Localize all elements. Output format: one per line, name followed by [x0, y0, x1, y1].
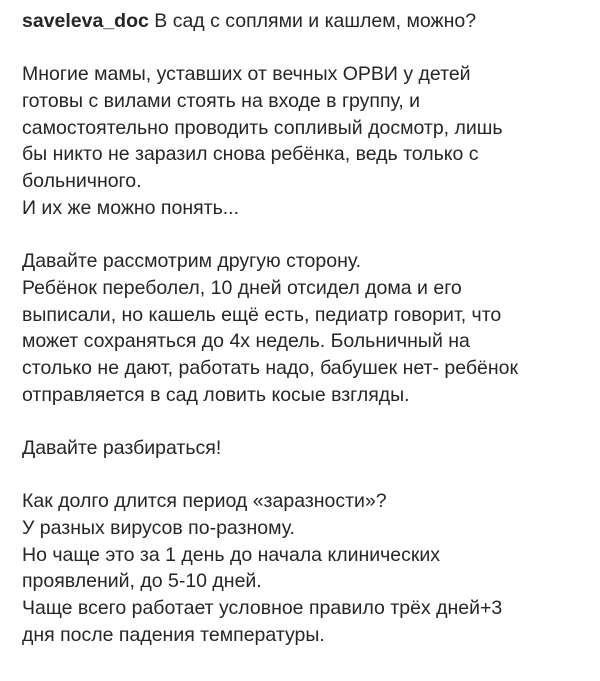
caption-line: И их же можно понять...	[22, 196, 239, 219]
paragraph-gap	[22, 408, 592, 435]
caption-line: Как долго длится период «заразности»?	[22, 490, 387, 513]
caption-line: больничного.	[22, 170, 142, 193]
post-caption	[22, 8, 592, 649]
caption-line: Многие мамы, уставших от вечных ОРВИ у детей	[22, 63, 471, 86]
post-title: В сад с соплями и кашлем, можно?	[154, 10, 477, 32]
caption-line: Ребёнок переболел, 10 дней отсидел дома и его	[22, 276, 462, 299]
caption-header	[22, 8, 592, 35]
caption-line: столько не дают, работать надо, бабушек нет- ребёнок	[22, 356, 519, 379]
caption-line: может сохраняться до 4х недель. Больничный на	[22, 330, 470, 353]
caption-line: У разных вирусов по-разному.	[22, 517, 295, 540]
caption-line: Но чаще это за 1 день до начала клинических	[22, 543, 441, 566]
caption-line: Чаще всего работает условное правило трёх дней+3	[22, 597, 503, 620]
caption-line: Давайте рассмотрим другую сторону.	[22, 250, 362, 273]
username-link[interactable]: saveleva_doc	[22, 10, 149, 32]
caption-line: самостоятельно проводить сопливый досмотр, лишь	[22, 116, 503, 139]
caption-line: выписали, но кашель ещё есть, педиатр говорит, что	[22, 303, 502, 326]
caption-line: отправляется в сад ловить косые взгляды.	[22, 383, 410, 406]
paragraph-gap	[22, 35, 592, 62]
paragraph-gap	[22, 462, 592, 489]
caption-line: готовы с вилами стоять на входе в группу, и	[22, 90, 421, 113]
caption-line: дня после падения температуры.	[22, 623, 325, 646]
caption-line: бы никто не заразил снова ребёнка, ведь только с	[22, 143, 479, 166]
paragraph-gap	[22, 222, 592, 249]
caption-line: Давайте разбираться!	[22, 437, 222, 459]
caption-line: проявлений, до 5-10 дней.	[22, 570, 262, 593]
